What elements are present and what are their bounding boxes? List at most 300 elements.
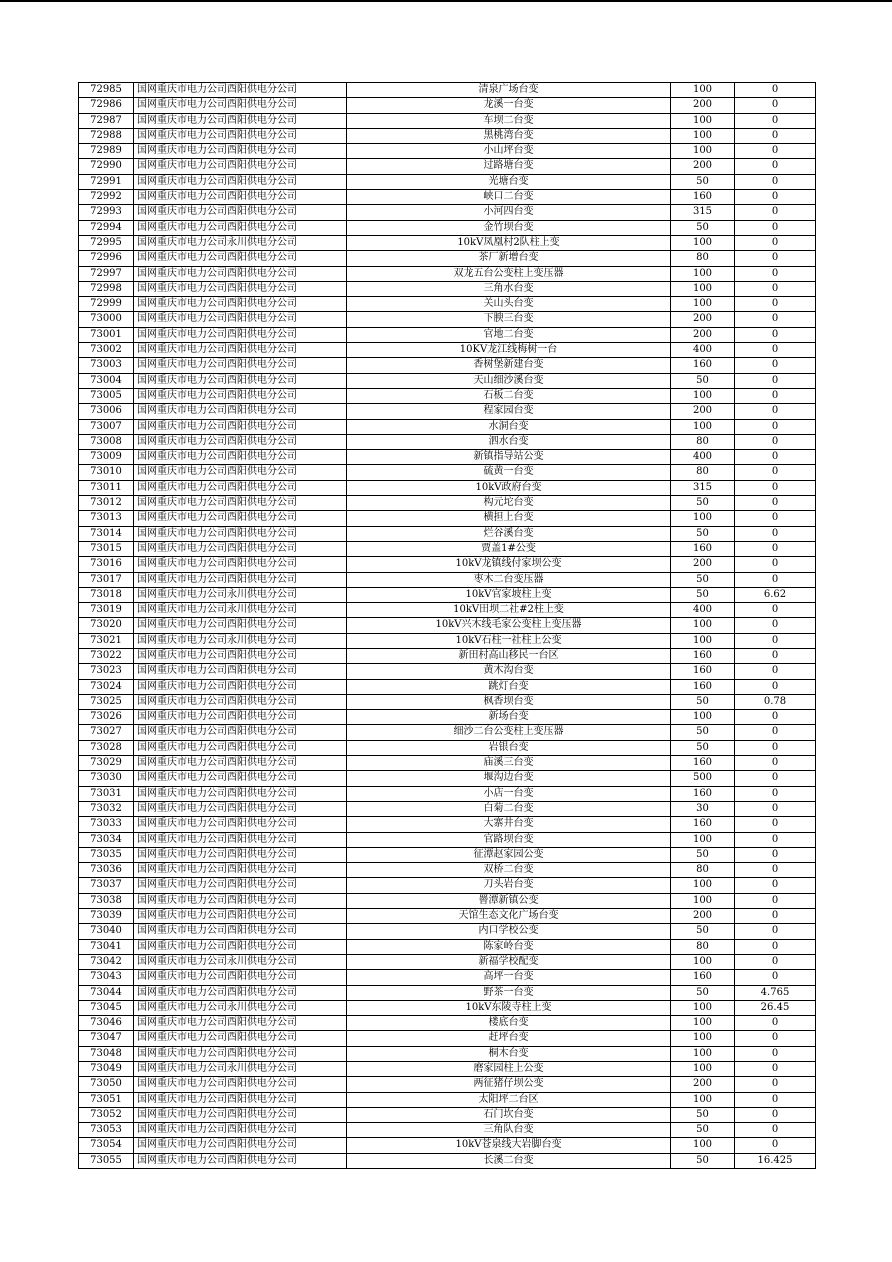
value-cell: 0	[735, 312, 816, 327]
table-row	[79, 281, 816, 296]
value-cell: 0	[735, 404, 816, 419]
table-row	[79, 1016, 816, 1031]
capacity-cell: 50	[671, 174, 735, 189]
transformer-name-cell: 新镇指导站公变	[347, 450, 671, 465]
table-row	[79, 924, 816, 939]
value-cell: 0	[735, 603, 816, 618]
value-cell: 0	[735, 893, 816, 908]
table-row	[79, 1062, 816, 1077]
transformer-name-cell: 小店一台变	[347, 786, 671, 801]
table-row	[79, 373, 816, 388]
org-cell: 国网重庆市电力公司酉阳供电分公司	[134, 541, 347, 556]
row-id-cell: 73031	[79, 786, 134, 801]
row-id-cell: 72997	[79, 266, 134, 281]
transformer-name-cell: 两征猪仔坝公变	[347, 1077, 671, 1092]
row-id-cell: 72987	[79, 113, 134, 128]
transformer-name-cell: 茶厂新增台变	[347, 251, 671, 266]
capacity-cell: 100	[671, 1138, 735, 1153]
transformer-name-cell: 新田村高山移民一台区	[347, 648, 671, 663]
value-cell: 0	[735, 220, 816, 235]
transformer-name-cell: 新福学校配变	[347, 954, 671, 969]
value-cell: 0	[735, 740, 816, 755]
table-row	[79, 618, 816, 633]
table-row	[79, 801, 816, 816]
table-row	[79, 404, 816, 419]
table-row	[79, 939, 816, 954]
row-id-cell: 73010	[79, 465, 134, 480]
capacity-cell: 50	[671, 1123, 735, 1138]
org-cell: 国网重庆市电力公司酉阳供电分公司	[134, 480, 347, 495]
transformer-name-cell: 天馆生态文化广场台变	[347, 909, 671, 924]
value-cell: 0	[735, 924, 816, 939]
capacity-cell: 200	[671, 557, 735, 572]
org-cell: 国网重庆市电力公司酉阳供电分公司	[134, 572, 347, 587]
value-cell: 0	[735, 1107, 816, 1122]
table-row	[79, 603, 816, 618]
row-id-cell: 73013	[79, 511, 134, 526]
org-cell: 国网重庆市电力公司酉阳供电分公司	[134, 909, 347, 924]
table-row	[79, 1107, 816, 1122]
value-cell: 0	[735, 113, 816, 128]
row-id-cell: 73024	[79, 679, 134, 694]
value-cell: 0	[735, 648, 816, 663]
capacity-cell: 50	[671, 373, 735, 388]
row-id-cell: 73032	[79, 801, 134, 816]
table-row	[79, 1077, 816, 1092]
table-row	[79, 220, 816, 235]
org-cell: 国网重庆市电力公司酉阳供电分公司	[134, 648, 347, 663]
org-cell: 国网重庆市电力公司酉阳供电分公司	[134, 496, 347, 511]
org-cell: 国网重庆市电力公司酉阳供电分公司	[134, 312, 347, 327]
value-cell: 0	[735, 1046, 816, 1061]
capacity-cell: 200	[671, 909, 735, 924]
org-cell: 国网重庆市电力公司酉阳供电分公司	[134, 327, 347, 342]
value-cell: 0	[735, 1092, 816, 1107]
capacity-cell: 50	[671, 1107, 735, 1122]
transformer-name-cell: 赶坪台变	[347, 1031, 671, 1046]
org-cell: 国网重庆市电力公司酉阳供电分公司	[134, 343, 347, 358]
org-cell: 国网重庆市电力公司酉阳供电分公司	[134, 358, 347, 373]
transformer-name-cell: 10kV苍泉线大岩脚台变	[347, 1138, 671, 1153]
value-cell: 0	[735, 1016, 816, 1031]
transformer-name-cell: 车坝二台变	[347, 113, 671, 128]
table-row	[79, 419, 816, 434]
capacity-cell: 100	[671, 1031, 735, 1046]
org-cell: 国网重庆市电力公司酉阳供电分公司	[134, 190, 347, 205]
table-row	[79, 694, 816, 709]
value-cell: 0	[735, 388, 816, 403]
row-id-cell: 73051	[79, 1092, 134, 1107]
row-id-cell: 73023	[79, 664, 134, 679]
value-cell: 0.78	[735, 694, 816, 709]
org-cell: 国网重庆市电力公司酉阳供电分公司	[134, 174, 347, 189]
org-cell: 国网重庆市电力公司酉阳供电分公司	[134, 266, 347, 281]
row-id-cell: 73053	[79, 1123, 134, 1138]
value-cell: 4.765	[735, 985, 816, 1000]
transformer-name-cell: 石板二台变	[347, 388, 671, 403]
transformer-name-cell: 陈家岭台变	[347, 939, 671, 954]
table-row	[79, 1031, 816, 1046]
transformer-name-cell: 天山细沙溪台变	[347, 373, 671, 388]
value-cell: 0	[735, 343, 816, 358]
transformer-name-cell: 水洞台变	[347, 419, 671, 434]
table-row	[79, 113, 816, 128]
org-cell: 国网重庆市电力公司酉阳供电分公司	[134, 465, 347, 480]
row-id-cell: 73037	[79, 878, 134, 893]
table-row	[79, 878, 816, 893]
transformer-name-cell: 磨家园柱上公变	[347, 1062, 671, 1077]
transformer-name-cell: 金竹坝台变	[347, 220, 671, 235]
org-cell: 国网重庆市电力公司酉阳供电分公司	[134, 388, 347, 403]
capacity-cell: 200	[671, 1077, 735, 1092]
capacity-cell: 100	[671, 1000, 735, 1015]
row-id-cell: 73004	[79, 373, 134, 388]
org-cell: 国网重庆市电力公司酉阳供电分公司	[134, 159, 347, 174]
capacity-cell: 100	[671, 419, 735, 434]
table-row	[79, 909, 816, 924]
table-row	[79, 297, 816, 312]
capacity-cell: 100	[671, 878, 735, 893]
org-cell: 国网重庆市电力公司酉阳供电分公司	[134, 98, 347, 113]
org-cell: 国网重庆市电力公司酉阳供电分公司	[134, 1016, 347, 1031]
transformer-name-cell: 官地二台变	[347, 327, 671, 342]
capacity-cell: 80	[671, 251, 735, 266]
table-row	[79, 434, 816, 449]
table-row	[79, 557, 816, 572]
row-id-cell: 73021	[79, 633, 134, 648]
value-cell: 0	[735, 847, 816, 862]
capacity-cell: 50	[671, 1153, 735, 1168]
row-id-cell: 72994	[79, 220, 134, 235]
value-cell: 0	[735, 496, 816, 511]
org-cell: 国网重庆市电力公司酉阳供电分公司	[134, 664, 347, 679]
transformer-name-cell: 龙溪一台变	[347, 98, 671, 113]
capacity-cell: 160	[671, 756, 735, 771]
capacity-cell: 80	[671, 863, 735, 878]
value-cell: 0	[735, 434, 816, 449]
capacity-cell: 160	[671, 664, 735, 679]
org-cell: 国网重庆市电力公司酉阳供电分公司	[134, 878, 347, 893]
transformer-name-cell: 白菊二台变	[347, 801, 671, 816]
org-cell: 国网重庆市电力公司酉阳供电分公司	[134, 924, 347, 939]
table-row	[79, 312, 816, 327]
org-cell: 国网重庆市电力公司酉阳供电分公司	[134, 1123, 347, 1138]
table-row	[79, 572, 816, 587]
value-cell: 0	[735, 909, 816, 924]
value-cell: 0	[735, 1031, 816, 1046]
value-cell: 0	[735, 373, 816, 388]
transformer-name-cell: 关山头台变	[347, 297, 671, 312]
capacity-cell: 50	[671, 572, 735, 587]
table-row	[79, 1123, 816, 1138]
value-cell: 0	[735, 756, 816, 771]
row-id-cell: 73014	[79, 526, 134, 541]
table-row	[79, 496, 816, 511]
transformer-name-cell: 泗水台变	[347, 434, 671, 449]
capacity-cell: 100	[671, 281, 735, 296]
transformer-name-cell: 细沙二台公变柱上变压器	[347, 725, 671, 740]
transformer-name-cell: 烂谷溪台变	[347, 526, 671, 541]
value-cell: 0	[735, 480, 816, 495]
row-id-cell: 73038	[79, 893, 134, 908]
row-id-cell: 73020	[79, 618, 134, 633]
transformer-name-cell: 堰沟边台变	[347, 771, 671, 786]
org-cell: 国网重庆市电力公司永川供电分公司	[134, 235, 347, 250]
value-cell: 0	[735, 817, 816, 832]
transformer-name-cell: 双桥二台变	[347, 863, 671, 878]
row-id-cell: 72993	[79, 205, 134, 220]
row-id-cell: 73042	[79, 954, 134, 969]
value-cell: 0	[735, 572, 816, 587]
transformer-name-cell: 10kV兴木线毛家公变柱上变压器	[347, 618, 671, 633]
table-row	[79, 128, 816, 143]
transformer-name-cell: 官路坝台变	[347, 832, 671, 847]
capacity-cell: 315	[671, 480, 735, 495]
org-cell: 国网重庆市电力公司酉阳供电分公司	[134, 434, 347, 449]
row-id-cell: 72996	[79, 251, 134, 266]
org-cell: 国网重庆市电力公司永川供电分公司	[134, 603, 347, 618]
capacity-cell: 100	[671, 1092, 735, 1107]
value-cell: 0	[735, 863, 816, 878]
capacity-cell: 50	[671, 924, 735, 939]
value-cell: 0	[735, 297, 816, 312]
value-cell: 0	[735, 465, 816, 480]
org-cell: 国网重庆市电力公司酉阳供电分公司	[134, 220, 347, 235]
org-cell: 国网重庆市电力公司永川供电分公司	[134, 1000, 347, 1015]
row-id-cell: 73048	[79, 1046, 134, 1061]
value-cell: 0	[735, 954, 816, 969]
value-cell: 0	[735, 190, 816, 205]
transformer-name-cell: 黑桃湾台变	[347, 128, 671, 143]
row-id-cell: 73047	[79, 1031, 134, 1046]
org-cell: 国网重庆市电力公司酉阳供电分公司	[134, 970, 347, 985]
table-row	[79, 954, 816, 969]
table-row	[79, 98, 816, 113]
value-cell: 0	[735, 1077, 816, 1092]
value-cell: 16.425	[735, 1153, 816, 1168]
capacity-cell: 50	[671, 847, 735, 862]
org-cell: 国网重庆市电力公司酉阳供电分公司	[134, 128, 347, 143]
org-cell: 国网重庆市电力公司酉阳供电分公司	[134, 297, 347, 312]
row-id-cell: 72990	[79, 159, 134, 174]
value-cell: 0	[735, 281, 816, 296]
row-id-cell: 73030	[79, 771, 134, 786]
transformer-name-cell: 征潭赵家园公变	[347, 847, 671, 862]
org-cell: 国网重庆市电力公司酉阳供电分公司	[134, 771, 347, 786]
capacity-cell: 80	[671, 939, 735, 954]
value-cell: 0	[735, 144, 816, 159]
capacity-cell: 100	[671, 893, 735, 908]
capacity-cell: 100	[671, 1016, 735, 1031]
transformer-name-cell: 枫香坝台变	[347, 694, 671, 709]
table-row	[79, 205, 816, 220]
table-row	[79, 587, 816, 602]
org-cell: 国网重庆市电力公司永川供电分公司	[134, 954, 347, 969]
value-cell: 0	[735, 557, 816, 572]
transformer-name-cell: 三角队台变	[347, 1123, 671, 1138]
transformer-name-cell: 10kV凤凰村2队柱上变	[347, 235, 671, 250]
org-cell: 国网重庆市电力公司酉阳供电分公司	[134, 694, 347, 709]
transformer-name-cell: 构元坨台变	[347, 496, 671, 511]
row-id-cell: 73022	[79, 648, 134, 663]
table-row	[79, 388, 816, 403]
row-id-cell: 73027	[79, 725, 134, 740]
table-body	[79, 83, 816, 1169]
capacity-cell: 100	[671, 633, 735, 648]
org-cell: 国网重庆市电力公司酉阳供电分公司	[134, 832, 347, 847]
row-id-cell: 73045	[79, 1000, 134, 1015]
capacity-cell: 160	[671, 358, 735, 373]
table-row	[79, 832, 816, 847]
value-cell: 0	[735, 98, 816, 113]
capacity-cell: 200	[671, 98, 735, 113]
row-id-cell: 73039	[79, 909, 134, 924]
transformer-name-cell: 刀头岩台变	[347, 878, 671, 893]
capacity-cell: 50	[671, 740, 735, 755]
row-id-cell: 73040	[79, 924, 134, 939]
capacity-cell: 160	[671, 970, 735, 985]
capacity-cell: 160	[671, 190, 735, 205]
table-row	[79, 541, 816, 556]
row-id-cell: 73009	[79, 450, 134, 465]
capacity-cell: 100	[671, 83, 735, 98]
value-cell: 0	[735, 1138, 816, 1153]
value-cell: 0	[735, 174, 816, 189]
org-cell: 国网重庆市电力公司酉阳供电分公司	[134, 679, 347, 694]
row-id-cell: 73012	[79, 496, 134, 511]
row-id-cell: 73035	[79, 847, 134, 862]
capacity-cell: 400	[671, 450, 735, 465]
org-cell: 国网重庆市电力公司酉阳供电分公司	[134, 1153, 347, 1168]
transformer-name-cell: 新场台变	[347, 710, 671, 725]
row-id-cell: 72986	[79, 98, 134, 113]
transformer-name-cell: 小山坪台变	[347, 144, 671, 159]
org-cell: 国网重庆市电力公司酉阳供电分公司	[134, 144, 347, 159]
value-cell: 6.62	[735, 587, 816, 602]
transformer-name-cell: 黄木沟台变	[347, 664, 671, 679]
value-cell: 0	[735, 159, 816, 174]
row-id-cell: 73055	[79, 1153, 134, 1168]
org-cell: 国网重庆市电力公司酉阳供电分公司	[134, 251, 347, 266]
row-id-cell: 73016	[79, 557, 134, 572]
table-row	[79, 159, 816, 174]
org-cell: 国网重庆市电力公司酉阳供电分公司	[134, 1046, 347, 1061]
row-id-cell: 73008	[79, 434, 134, 449]
row-id-cell: 72999	[79, 297, 134, 312]
table-row	[79, 1092, 816, 1107]
org-cell: 国网重庆市电力公司酉阳供电分公司	[134, 618, 347, 633]
value-cell: 0	[735, 710, 816, 725]
transformer-name-cell: 10kV石柱一社柱上公变	[347, 633, 671, 648]
table-row	[79, 343, 816, 358]
transformer-name-cell: 高坪一台变	[347, 970, 671, 985]
transformer-table	[78, 82, 816, 1169]
value-cell: 0	[735, 679, 816, 694]
capacity-cell: 100	[671, 1062, 735, 1077]
row-id-cell: 72992	[79, 190, 134, 205]
row-id-cell: 73006	[79, 404, 134, 419]
capacity-cell: 100	[671, 113, 735, 128]
row-id-cell: 73028	[79, 740, 134, 755]
org-cell: 国网重庆市电力公司酉阳供电分公司	[134, 710, 347, 725]
table-row	[79, 756, 816, 771]
transformer-name-cell: 程家园台变	[347, 404, 671, 419]
capacity-cell: 100	[671, 266, 735, 281]
org-cell: 国网重庆市电力公司酉阳供电分公司	[134, 1077, 347, 1092]
table-row	[79, 893, 816, 908]
table-row	[79, 83, 816, 98]
value-cell: 0	[735, 358, 816, 373]
value-cell: 0	[735, 235, 816, 250]
row-id-cell: 72995	[79, 235, 134, 250]
row-id-cell: 73043	[79, 970, 134, 985]
capacity-cell: 100	[671, 618, 735, 633]
org-cell: 国网重庆市电力公司酉阳供电分公司	[134, 450, 347, 465]
org-cell: 国网重庆市电力公司酉阳供电分公司	[134, 801, 347, 816]
transformer-name-cell: 桐木台变	[347, 1046, 671, 1061]
transformer-name-cell: 贾盖1#公变	[347, 541, 671, 556]
value-cell: 0	[735, 939, 816, 954]
capacity-cell: 200	[671, 159, 735, 174]
table-row	[79, 450, 816, 465]
org-cell: 国网重庆市电力公司酉阳供电分公司	[134, 893, 347, 908]
table-row	[79, 1153, 816, 1168]
transformer-name-cell: 罾潭新镇公变	[347, 893, 671, 908]
table-row	[79, 327, 816, 342]
row-id-cell: 72989	[79, 144, 134, 159]
org-cell: 国网重庆市电力公司酉阳供电分公司	[134, 740, 347, 755]
table-row	[79, 174, 816, 189]
table-row	[79, 771, 816, 786]
capacity-cell: 500	[671, 771, 735, 786]
transformer-name-cell: 双龙五台公变柱上变压器	[347, 266, 671, 281]
value-cell: 0	[735, 1123, 816, 1138]
capacity-cell: 50	[671, 725, 735, 740]
table-row	[79, 1046, 816, 1061]
capacity-cell: 100	[671, 297, 735, 312]
transformer-name-cell: 10kV龙镇线付家坝公变	[347, 557, 671, 572]
value-cell: 0	[735, 801, 816, 816]
org-cell: 国网重庆市电力公司永川供电分公司	[134, 1062, 347, 1077]
org-cell: 国网重庆市电力公司酉阳供电分公司	[134, 1031, 347, 1046]
table-row	[79, 710, 816, 725]
capacity-cell: 200	[671, 404, 735, 419]
value-cell: 0	[735, 1062, 816, 1077]
capacity-cell: 100	[671, 235, 735, 250]
transformer-name-cell: 枣木二台变压器	[347, 572, 671, 587]
org-cell: 国网重庆市电力公司酉阳供电分公司	[134, 847, 347, 862]
value-cell: 0	[735, 878, 816, 893]
table-row	[79, 526, 816, 541]
transformer-name-cell: 大寨井台变	[347, 817, 671, 832]
org-cell: 国网重庆市电力公司酉阳供电分公司	[134, 557, 347, 572]
row-id-cell: 73050	[79, 1077, 134, 1092]
value-cell: 0	[735, 541, 816, 556]
row-id-cell: 73033	[79, 817, 134, 832]
table-row	[79, 144, 816, 159]
table-row	[79, 817, 816, 832]
value-cell: 0	[735, 633, 816, 648]
row-id-cell: 73026	[79, 710, 134, 725]
transformer-name-cell: 下腴三台变	[347, 312, 671, 327]
capacity-cell: 100	[671, 128, 735, 143]
row-id-cell: 73003	[79, 358, 134, 373]
org-cell: 国网重庆市电力公司酉阳供电分公司	[134, 1107, 347, 1122]
value-cell: 0	[735, 266, 816, 281]
row-id-cell: 72985	[79, 83, 134, 98]
capacity-cell: 160	[671, 541, 735, 556]
org-cell: 国网重庆市电力公司酉阳供电分公司	[134, 1092, 347, 1107]
